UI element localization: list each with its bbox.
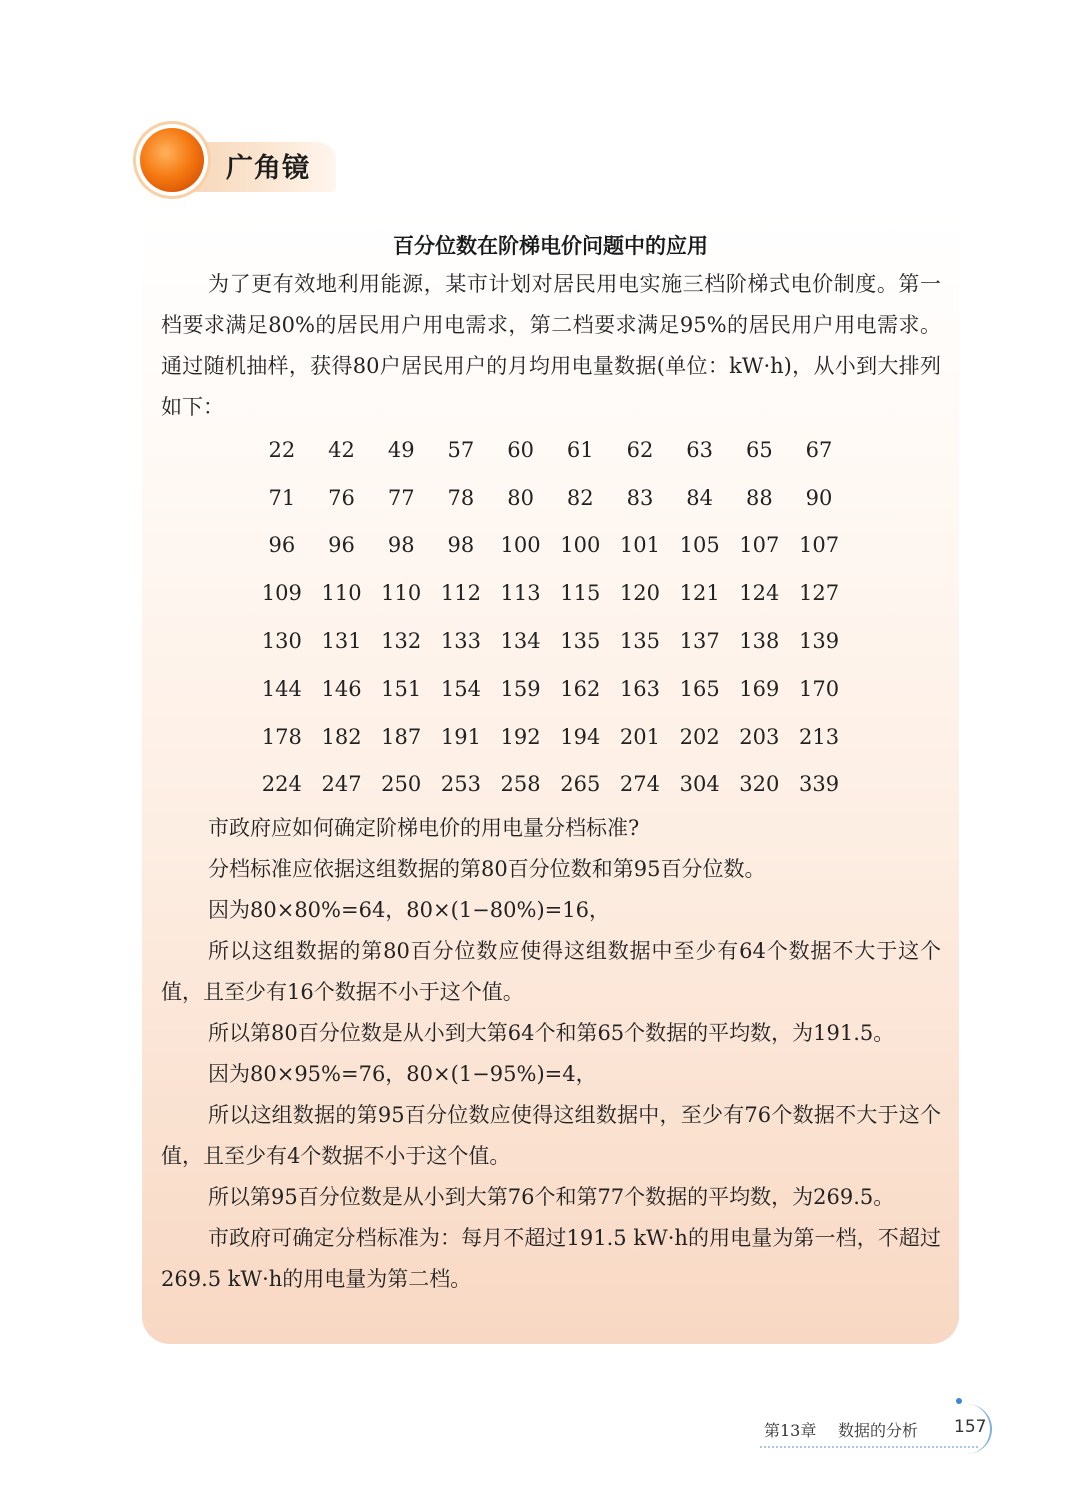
conclusion-paragraph: 市政府可确定分档标准为：每月不超过191.5 kW·h的用电量为第一档，不超过269.5 kW·h的用电量为第二档。	[161, 1226, 941, 1291]
data-cell: 162	[560, 676, 601, 701]
data-cell: 135	[560, 629, 601, 654]
data-cell: 105	[679, 533, 720, 558]
calc-80-paragraph: 因为80×80%=64，80×(1−80%)=16，	[208, 898, 610, 922]
data-cell: 100	[560, 533, 601, 558]
data-cell: 84	[686, 485, 714, 510]
orange-orb-icon	[140, 128, 204, 192]
data-cell: 191	[440, 724, 481, 749]
data-table	[252, 426, 852, 808]
footer-arc	[948, 1404, 992, 1454]
data-cell: 134	[500, 629, 541, 654]
data-cell: 203	[739, 724, 780, 749]
data-cell: 98	[447, 533, 475, 558]
data-row	[252, 665, 852, 713]
data-cell: 250	[381, 772, 422, 797]
data-cell: 133	[440, 629, 481, 654]
calc-95-paragraph: 因为80×95%=76，80×(1−95%)=4，	[208, 1062, 597, 1086]
data-cell: 139	[798, 629, 840, 654]
data-cell: 110	[381, 581, 422, 606]
question-paragraph: 市政府应如何确定阶梯电价的用电量分档标准?	[208, 816, 640, 840]
data-cell: 192	[500, 724, 541, 749]
data-cell: 113	[500, 581, 541, 606]
data-row	[252, 522, 852, 570]
data-cell: 159	[500, 676, 541, 701]
data-cell: 178	[261, 724, 302, 749]
result-80-paragraph: 所以第80百分位数是从小到大第64个和第65个数据的平均数，为191.5。	[208, 1021, 895, 1045]
data-cell: 130	[261, 629, 302, 654]
data-cell: 121	[679, 581, 720, 606]
data-cell: 274	[619, 772, 661, 797]
data-cell: 115	[560, 581, 601, 606]
data-cell: 109	[261, 581, 302, 606]
data-cell: 42	[328, 437, 355, 462]
data-cell: 258	[500, 772, 541, 797]
data-cell: 61	[566, 437, 594, 462]
data-cell: 49	[387, 437, 415, 462]
data-cell: 224	[261, 772, 302, 797]
data-row	[252, 569, 852, 617]
data-cell: 137	[679, 629, 720, 654]
data-row	[252, 617, 852, 665]
data-cell: 88	[745, 485, 773, 510]
reason-95-paragraph: 所以这组数据的第95百分位数应使得这组数据中，至少有76个数据不大于这个值，且至少有4个数据不小于这个值。	[161, 1103, 941, 1168]
data-cell: 165	[679, 676, 720, 701]
article-title: 百分位数在阶梯电价问题中的应用	[393, 234, 708, 258]
section-header	[140, 128, 336, 192]
data-cell: 78	[447, 485, 475, 510]
data-cell: 76	[328, 485, 355, 510]
data-cell: 77	[387, 485, 415, 510]
data-cell: 100	[500, 533, 541, 558]
data-cell: 101	[619, 533, 661, 558]
data-cell: 57	[447, 437, 475, 462]
data-cell: 83	[626, 485, 654, 510]
data-cell: 182	[321, 724, 362, 749]
data-row	[252, 761, 852, 809]
reason-80-paragraph: 所以这组数据的第80百分位数应使得这组数据中至少有64个数据不大于这个值，且至少有16个数据不小于这个值。	[161, 939, 941, 1004]
data-cell: 112	[440, 581, 481, 606]
data-cell: 187	[381, 724, 422, 749]
data-cell: 62	[626, 437, 654, 462]
data-cell: 201	[619, 724, 661, 749]
footer-chapter: 第13章	[764, 1421, 817, 1440]
data-cell: 71	[268, 485, 296, 510]
data-cell: 96	[328, 533, 355, 558]
data-cell: 144	[261, 676, 302, 701]
data-row	[252, 474, 852, 522]
data-cell: 163	[619, 676, 661, 701]
data-cell: 138	[739, 629, 780, 654]
data-cell: 202	[679, 724, 720, 749]
data-cell: 170	[798, 676, 840, 701]
data-cell: 265	[560, 772, 601, 797]
data-cell: 124	[739, 581, 780, 606]
data-cell: 194	[560, 724, 601, 749]
intro-paragraph: 为了更有效地利用能源，某市计划对居民用电实施三档阶梯式电价制度。第一档要求满足80%的居民用户用电需求，第二档要求满足95%的居民用户用电需求。通过随机抽样，获得80户居民用户的月均用电量数据(单位：kW·h)，从小到大排列如下：	[161, 272, 941, 419]
data-cell: 127	[798, 581, 840, 606]
data-row	[252, 713, 852, 761]
data-cell: 304	[679, 772, 720, 797]
page-number: 157	[954, 1417, 987, 1437]
data-cell: 107	[798, 533, 840, 558]
data-cell: 22	[268, 437, 296, 462]
data-cell: 67	[805, 437, 833, 462]
page-footer	[760, 1416, 992, 1448]
data-cell: 65	[745, 437, 773, 462]
data-cell: 120	[619, 581, 661, 606]
data-cell: 213	[798, 724, 840, 749]
data-cell: 154	[440, 676, 481, 701]
data-cell: 135	[619, 629, 661, 654]
criteria-paragraph: 分档标准应依据这组数据的第80百分位数和第95百分位数。	[208, 857, 766, 881]
data-cell: 110	[321, 581, 362, 606]
data-cell: 247	[321, 772, 362, 797]
data-cell: 107	[739, 533, 780, 558]
data-cell: 320	[739, 772, 780, 797]
data-cell: 80	[507, 485, 534, 510]
footer-section: 数据的分析	[838, 1421, 919, 1440]
footer-dot	[956, 1398, 962, 1404]
result-95-paragraph: 所以第95百分位数是从小到大第76个和第77个数据的平均数，为269.5。	[208, 1185, 895, 1209]
data-cell: 339	[798, 772, 840, 797]
data-cell: 90	[805, 485, 833, 510]
data-cell: 131	[321, 629, 362, 654]
data-cell: 253	[440, 772, 481, 797]
data-cell: 169	[739, 676, 780, 701]
data-cell: 60	[507, 437, 534, 462]
data-cell: 96	[268, 533, 296, 558]
data-cell: 151	[381, 676, 422, 701]
data-row	[252, 426, 852, 474]
data-cell: 98	[387, 533, 415, 558]
data-cell: 63	[686, 437, 714, 462]
footer-dotted-rule	[760, 1446, 978, 1448]
section-title: 广角镜	[226, 153, 310, 184]
data-cell: 132	[381, 629, 422, 654]
data-cell: 82	[566, 485, 594, 510]
data-cell: 146	[321, 676, 362, 701]
